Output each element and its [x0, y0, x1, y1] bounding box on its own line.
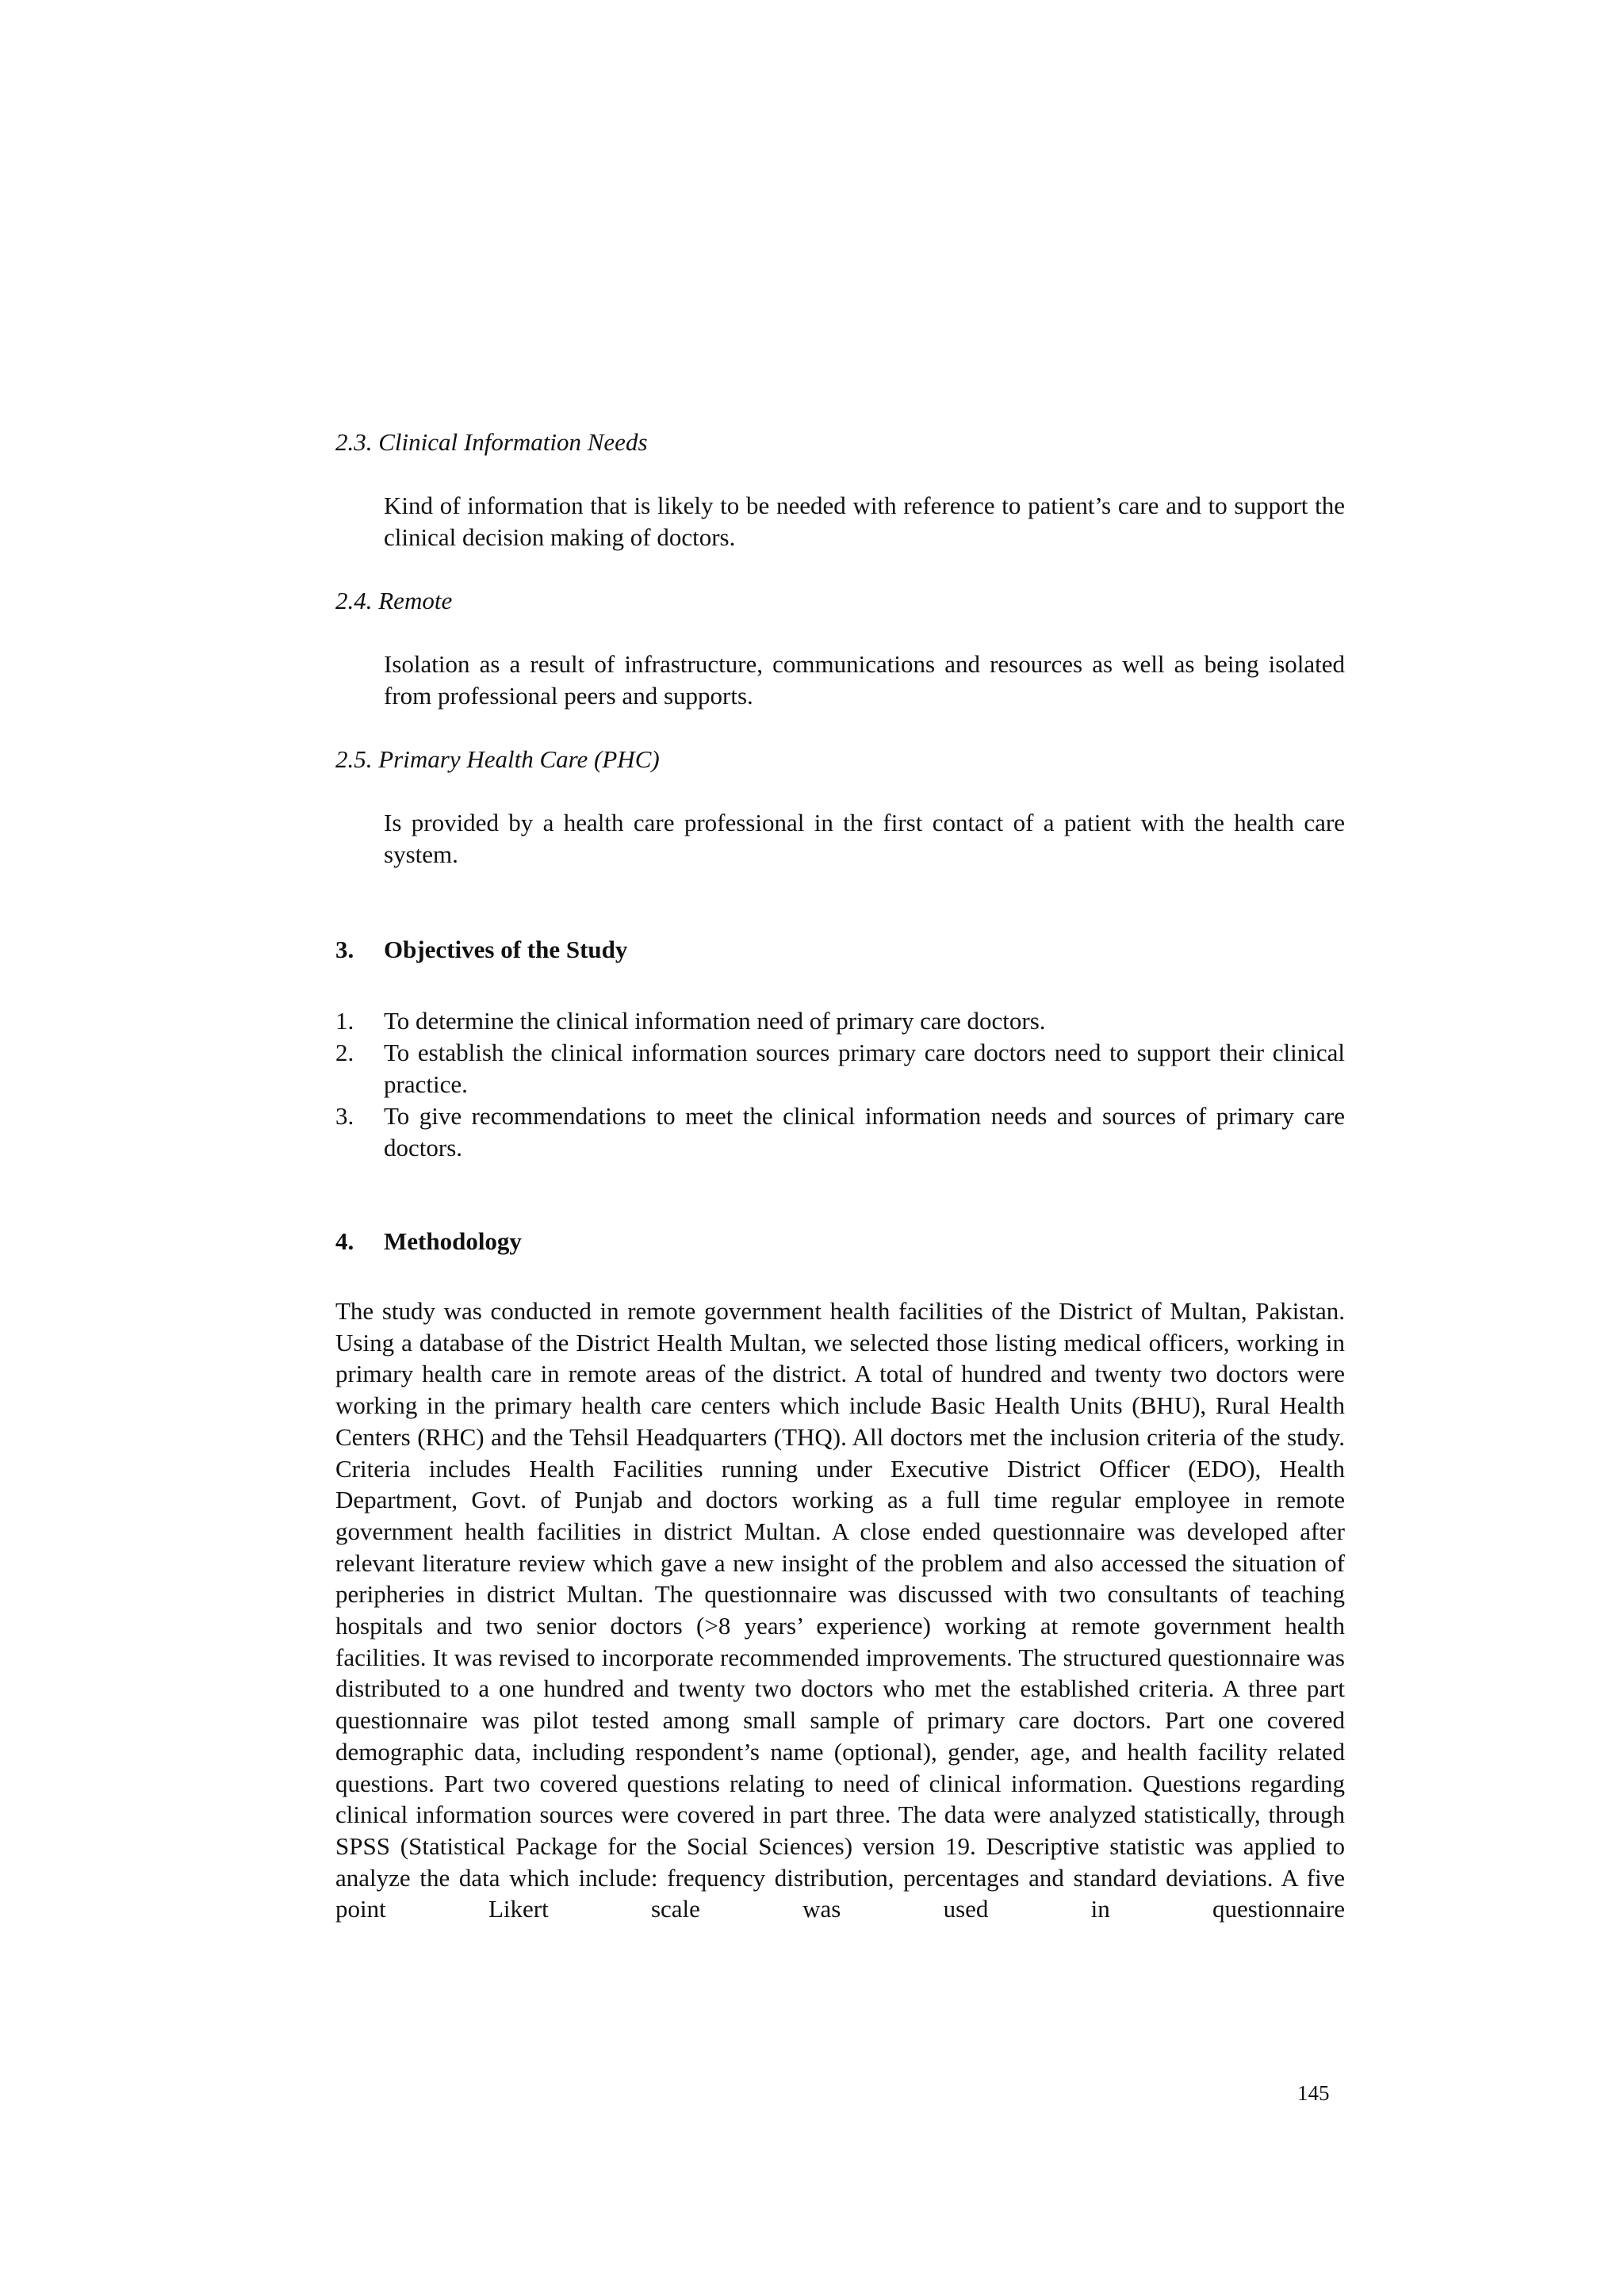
objectives-list — [335, 1005, 1345, 1164]
objective-text: To determine the clinical information need of primary care doctors. — [384, 1007, 1046, 1035]
definition-text-remote: Isolation as a result of infrastructure, communications and resources as well as being isolated from professional peers and supports. — [384, 650, 1345, 710]
page-number: 145 — [1297, 2081, 1330, 2105]
methodology-paragraph: The study was conducted in remote government health facilities of the District of Multan, Pakistan. Using a database of the District Health Multan, we selected those listing medical officers, working in primary health care in remote areas of the district. A total of hundred and twenty two doctors were working in the primary health care centers which include Basic Health Units (BHU), Rural Health Centers (RHC) and the Tehsil Headquarters (THQ). All doctors met the inclusion criteria of the study. Criteria includes Health Facilities running under Executive District Officer (EDO), Health Department, Govt. of Punjab and doctors working as a full time regular employee in remote government health facilities in district Multan. A close ended questionnaire was developed after relevant literature review which gave a new insight of the problem and also accessed the situation of peripheries in district Multan. The questionnaire was discussed with two consultants of teaching hospitals and two senior doctors (>8 years’ experience) working at remote government health facilities. It was revised to incorporate recommended improvements. The structured questionnaire was distributed to a one hundred and twenty two doctors who met the established criteria. A three part questionnaire was pilot tested among small sample of primary care doctors. Part one covered demographic data, including respondent’s name (optional), gender, age, and health facility related questions. Part two covered questions relating to need of clinical information. Questions regarding clinical information sources were covered in part three. The data were analyzed statistically, through SPSS (Statistical Package for the Social Sciences) version 19. Descriptive statistic was applied to analyze the data which include: frequency distribution, percentages and standard deviations. A five point Likert scale was used in questionnaire — [335, 1297, 1345, 1923]
section-heading-objectives — [335, 934, 627, 966]
definition-heading-primary-health-care: 2.5. Primary Health Care (PHC) — [335, 745, 660, 773]
list-marker: 2. — [335, 1039, 354, 1066]
section-number: 3. — [335, 936, 354, 963]
section-title: Objectives of the Study — [384, 936, 628, 963]
section-number: 4. — [335, 1227, 354, 1255]
objective-item — [335, 1005, 1345, 1037]
section-heading-methodology — [335, 1226, 522, 1257]
objective-item — [335, 1037, 1345, 1100]
objective-text: To give recommendations to meet the clinical information needs and sources of primary care doctors. — [384, 1102, 1345, 1161]
list-marker: 3. — [335, 1102, 354, 1130]
objective-text: To establish the clinical information sources primary care doctors need to support their clinical practice. — [384, 1039, 1345, 1098]
definition-text-clinical-information-needs: Kind of information that is likely to be needed with reference to patient’s care and to support the clinical decision making of doctors. — [384, 492, 1345, 551]
objective-item — [335, 1100, 1345, 1164]
section-title: Methodology — [384, 1227, 522, 1255]
definition-text-primary-health-care: Is provided by a health care professional in the first contact of a patient with the health care system. — [384, 809, 1345, 868]
list-marker: 1. — [335, 1007, 354, 1035]
definition-heading-clinical-information-needs: 2.3. Clinical Information Needs — [335, 428, 648, 456]
definition-heading-remote: 2.4. Remote — [335, 587, 453, 614]
